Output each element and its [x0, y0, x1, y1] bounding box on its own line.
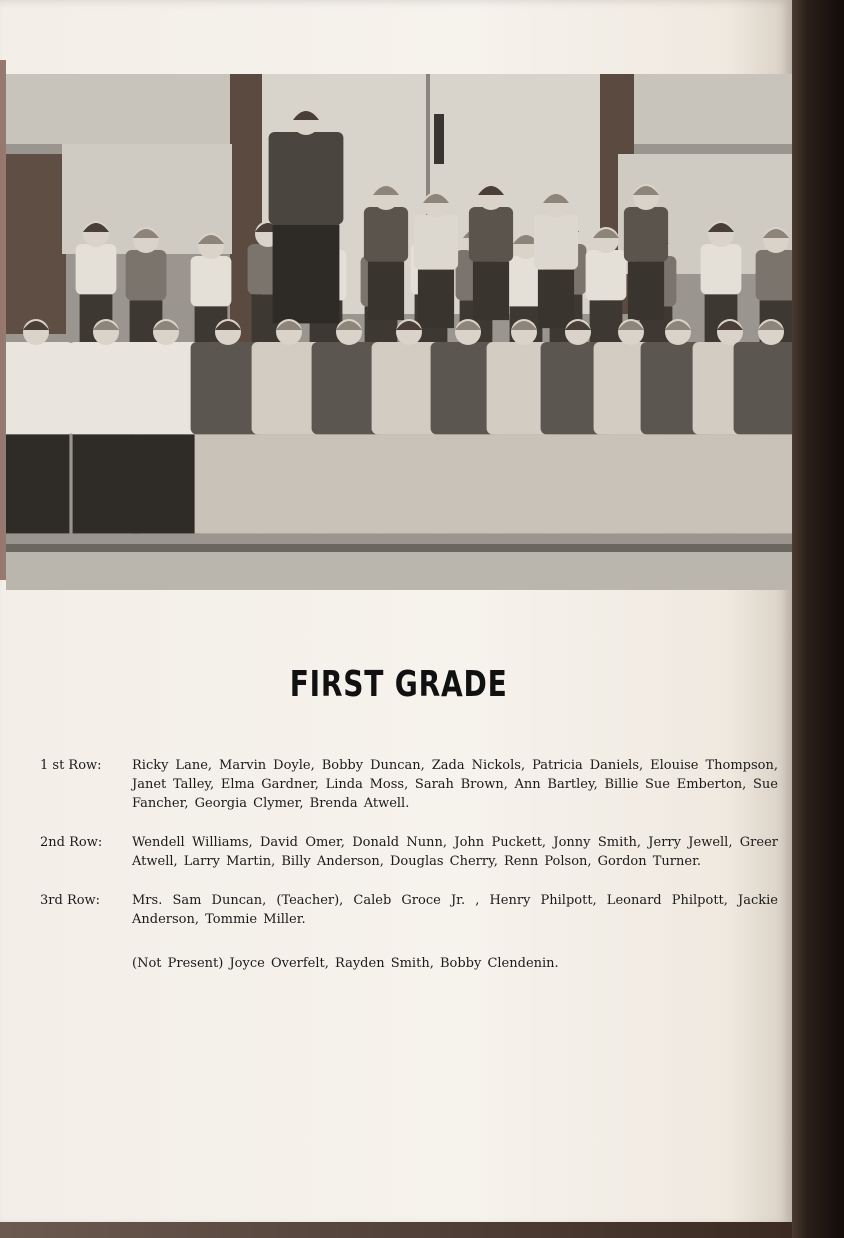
- book-spine: [792, 0, 844, 1238]
- row-3-label: 3rd Row:: [40, 893, 101, 908]
- row-1-label: 1 st Row:: [40, 758, 102, 773]
- student-figure: [6, 319, 73, 533]
- page-bottom-edge: [0, 1222, 792, 1238]
- not-present-names: (Not Present) Joyce Overfelt, Rayden Smith, Bobby Clendenin.: [132, 956, 559, 971]
- row-1-names: Ricky Lane, Marvin Doyle, Bobby Duncan, Zada Nickols, Patricia Daniels, Elouise Thompson, Janet Talley, Elma Gardner, Linda Moss, Sarah Brown, Ann Bartley, Billie Sue Emberton, Sue Fancher, Georgia Clymer, Brenda Atwell.: [132, 758, 778, 811]
- class-photo-illustration: [6, 74, 792, 590]
- student-figure: [269, 109, 344, 323]
- row-2-names: Wendell Williams, David Omer, Donald Nunn, John Puckett, Jonny Smith, Jerry Jewell, Greer Atwell, Larry Martin, Billy Anderson, Douglas Cherry, Renn Polson, Gordon Turner.: [132, 835, 778, 869]
- class-photo: [6, 74, 792, 590]
- row-2-label: 2nd Row:: [40, 835, 103, 850]
- page-title: FIRST GRADE: [289, 664, 508, 705]
- student-figure: [734, 319, 792, 533]
- row-3-names: Mrs. Sam Duncan, (Teacher), Caleb Groce Jr. , Henry Philpott, Leonard Philpott, Jackie Anderson, Tommie Miller.: [132, 893, 778, 927]
